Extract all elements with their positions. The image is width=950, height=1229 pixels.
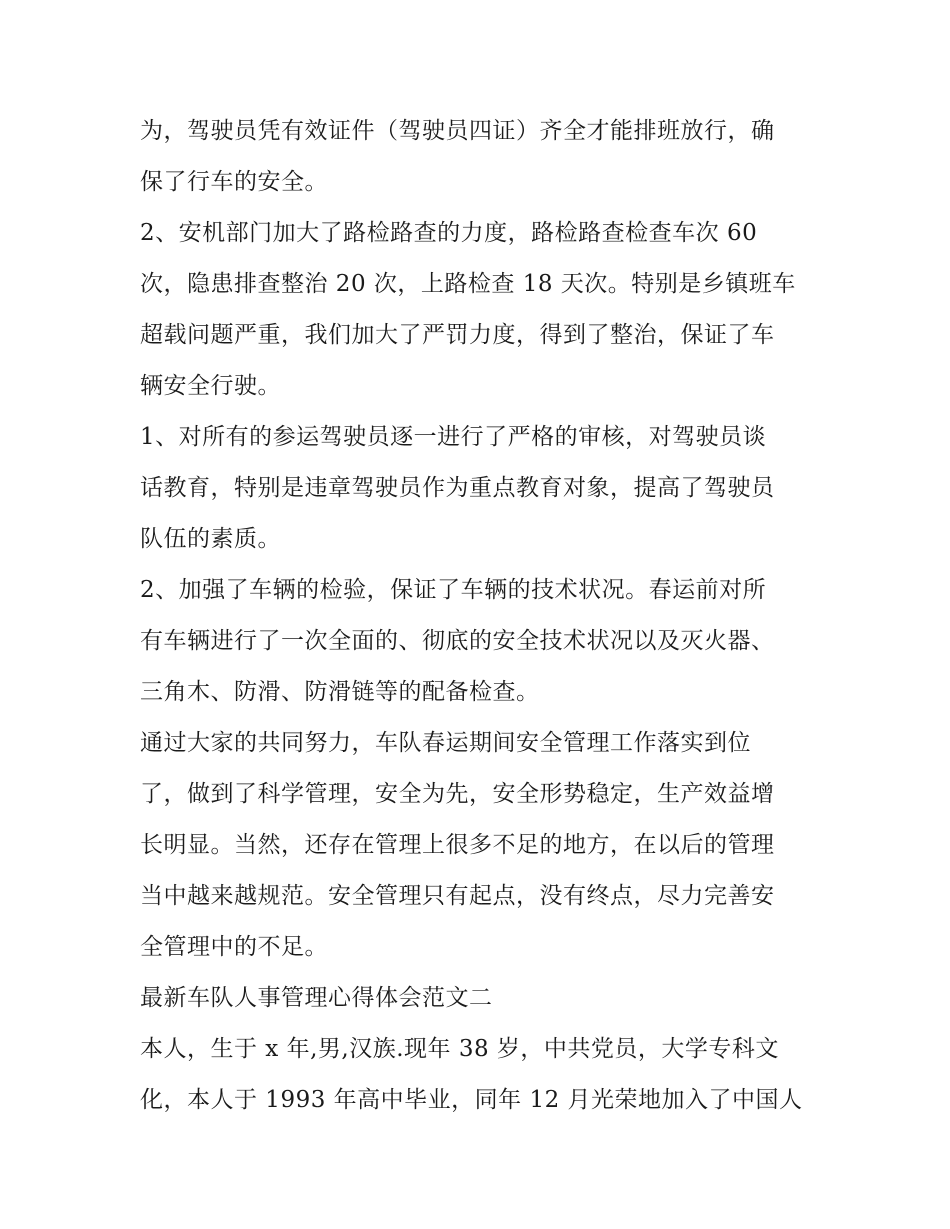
text-line: 了，做到了科学管理，安全为先，安全形势稳定，生产效益增 [140,781,775,807]
text-line: 话教育，特别是违章驾驶员作为重点教育对象，提高了驾驶员 [140,475,775,501]
text-line: 队伍的素质。 [140,526,281,552]
text-line: 化，本人于 1993 年高中毕业，同年 12 月光荣地加入了中国人 [140,1087,803,1113]
text-line: 本人，生于 x 年,男,汉族.现年 38 岁，中共党员，大学专科文 [140,1036,779,1062]
text-line: 有车辆进行了一次全面的、彻底的安全技术状况以及灭火器、 [140,628,775,654]
text-line: 长明显。当然，还存在管理上很多不足的地方，在以后的管理 [140,832,775,858]
text-line: 2、加强了车辆的检验，保证了车辆的技术状况。春运前对所 [140,577,767,603]
text-line: 为，驾驶员凭有效证件（驾驶员四证）齐全才能排班放行，确 [140,118,775,144]
text-line: 1、对所有的参运驾驶员逐一进行了严格的审核，对驾驶员谈 [140,424,767,450]
text-line: 三角木、防滑、防滑链等的配备检查。 [140,679,540,705]
section-heading: 最新车队人事管理心得体会范文二 [140,985,493,1011]
text-line: 辆安全行驶。 [140,373,281,399]
text-line: 通过大家的共同努力，车队春运期间安全管理工作落实到位 [140,730,751,756]
document-body [140,106,820,1126]
text-line: 全管理中的不足。 [140,934,328,960]
text-line: 当中越来越规范。安全管理只有起点，没有终点，尽力完善安 [140,883,775,909]
text-line: 次，隐患排查整治 20 次，上路检查 18 天次。特别是乡镇班车 [140,271,796,297]
text-line: 保了行车的安全。 [140,169,328,195]
text-line: 2、安机部门加大了路检路查的力度，路检路查检查车次 60 [140,220,758,246]
text-line: 超载问题严重，我们加大了严罚力度，得到了整治，保证了车 [140,322,775,348]
